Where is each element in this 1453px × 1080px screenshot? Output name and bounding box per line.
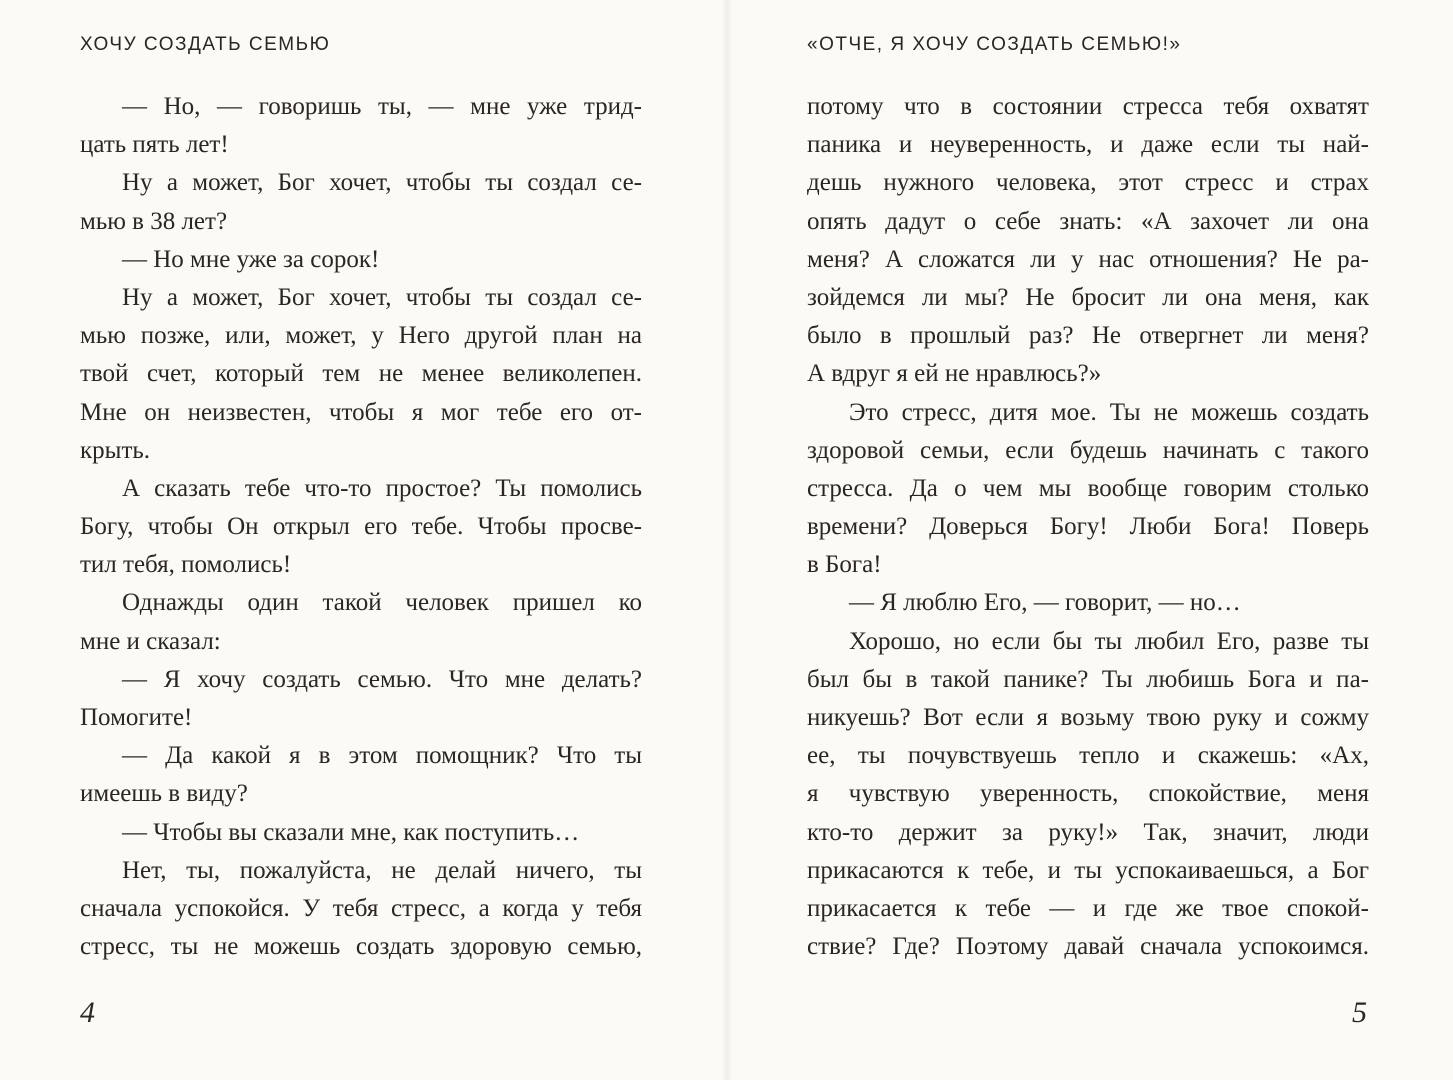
text-line: — Но, — говоришь ты, — мне уже трид- [122,93,642,120]
text-line: времени? Доверься Богу! Люби Бога! Поверь [807,513,1369,541]
text-line: — Но мне уже за сорок! [122,245,380,273]
text-line: — Да какой я в этом помощник? Что ты [122,742,642,770]
left-running-head: ХОЧУ СОЗДАТЬ СЕМЬЮ [80,34,331,55]
text-line: Мне он неизвестен, чтобы я мог тебе его от- [80,398,642,426]
right-running-head: «ОТЧЕ, Я ХОЧУ СОЗДАТЬ СЕМЬЮ!» [807,34,1182,55]
text-line: Хорошо, но если бы ты любил Его, разве ты [849,627,1369,655]
text-line: потому что в состоянии стресса тебя охватят [807,93,1369,120]
text-line: никуешь? Вот если я возьму твою руку и сожму [807,704,1369,731]
left-page-number: 4 [80,996,95,1029]
left-page [80,0,642,1080]
text-line: в Бога! [807,551,882,579]
text-line: был бы в такой панике? Ты любишь Бога и па- [807,665,1369,693]
text-line: опять дадут о себе знать: «А захочет ли она [807,207,1369,235]
text-line: Ну а может, Бог хочет, чтобы ты создал се- [122,169,642,197]
text-line: мью в 38 лет? [80,207,228,235]
text-line: здоровой семьи, если будешь начинать с такого [807,436,1369,464]
right-page-number: 5 [1352,996,1367,1029]
text-line: кто-то держит за руку!» Так, значит, люди [807,818,1369,846]
text-line: — Чтобы вы сказали мне, как поступить… [122,818,580,846]
text-line: А сказать тебе что-то простое? Ты помолись [122,474,642,502]
text-line: твой счет, который тем не менее великолепен. [80,360,642,388]
text-line: зойдемся ли мы? Не бросит ли она меня, как [807,283,1369,311]
text-line: меня? А сложатся ли у нас отношения? Не ра- [807,245,1369,273]
text-line: прикасается к тебе — и где же твое спокой- [807,894,1369,922]
text-line: сначала успокойся. У тебя стресс, а когда у тебя [80,894,642,922]
right-page-text [807,88,1369,966]
text-line: стресс, ты не можешь создать здоровую семью, [80,933,642,961]
text-line: стресса. Да о чем мы вообще говорим столько [807,474,1369,502]
text-line: ее, ты почувствуешь тепло и скажешь: «Ах, [807,742,1369,770]
text-line: Ну а может, Бог хочет, чтобы ты создал се- [122,283,642,311]
book-gutter [722,0,732,1080]
text-line: было в прошлый раз? Не отвергнет ли меня? [807,322,1369,350]
text-line: я чувствую уверенность, спокойствие, меня [807,780,1369,808]
text-line: имеешь в виду? [80,780,248,808]
text-line: цать пять лет! [80,131,229,159]
text-line: А вдруг я ей не нравлюсь?» [807,360,1102,388]
text-line: Это стресс, дитя мое. Ты не можешь создать [849,398,1369,426]
text-line: паника и неуверенность, и даже если ты най- [807,131,1369,159]
text-line: Помогите! [80,704,193,731]
text-line: Нет, ты, пожалуйста, не делай ничего, ты [122,856,642,884]
text-line: крыть. [80,436,151,464]
text-line: ствие? Где? Поэтому давай сначала успокоимся. [807,933,1369,961]
right-page [807,0,1369,1080]
text-line: прикасаются к тебе, и ты успокаиваешься, а Бог [807,856,1369,884]
text-line: Богу, чтобы Он открыл его тебе. Чтобы просве- [80,513,642,541]
text-line: дешь нужного человека, этот стресс и страх [807,169,1369,197]
left-page-text [80,88,642,966]
text-line: мне и сказал: [80,627,221,655]
text-line: Однажды один такой человек пришел ко [122,589,642,617]
text-line: тил тебя, помолись! [80,551,292,579]
text-line: мью позже, или, может, у Него другой план на [80,322,642,350]
text-line: — Я люблю Его, — говорит, — но… [849,589,1241,617]
text-line: — Я хочу создать семью. Что мне делать? [122,665,642,693]
